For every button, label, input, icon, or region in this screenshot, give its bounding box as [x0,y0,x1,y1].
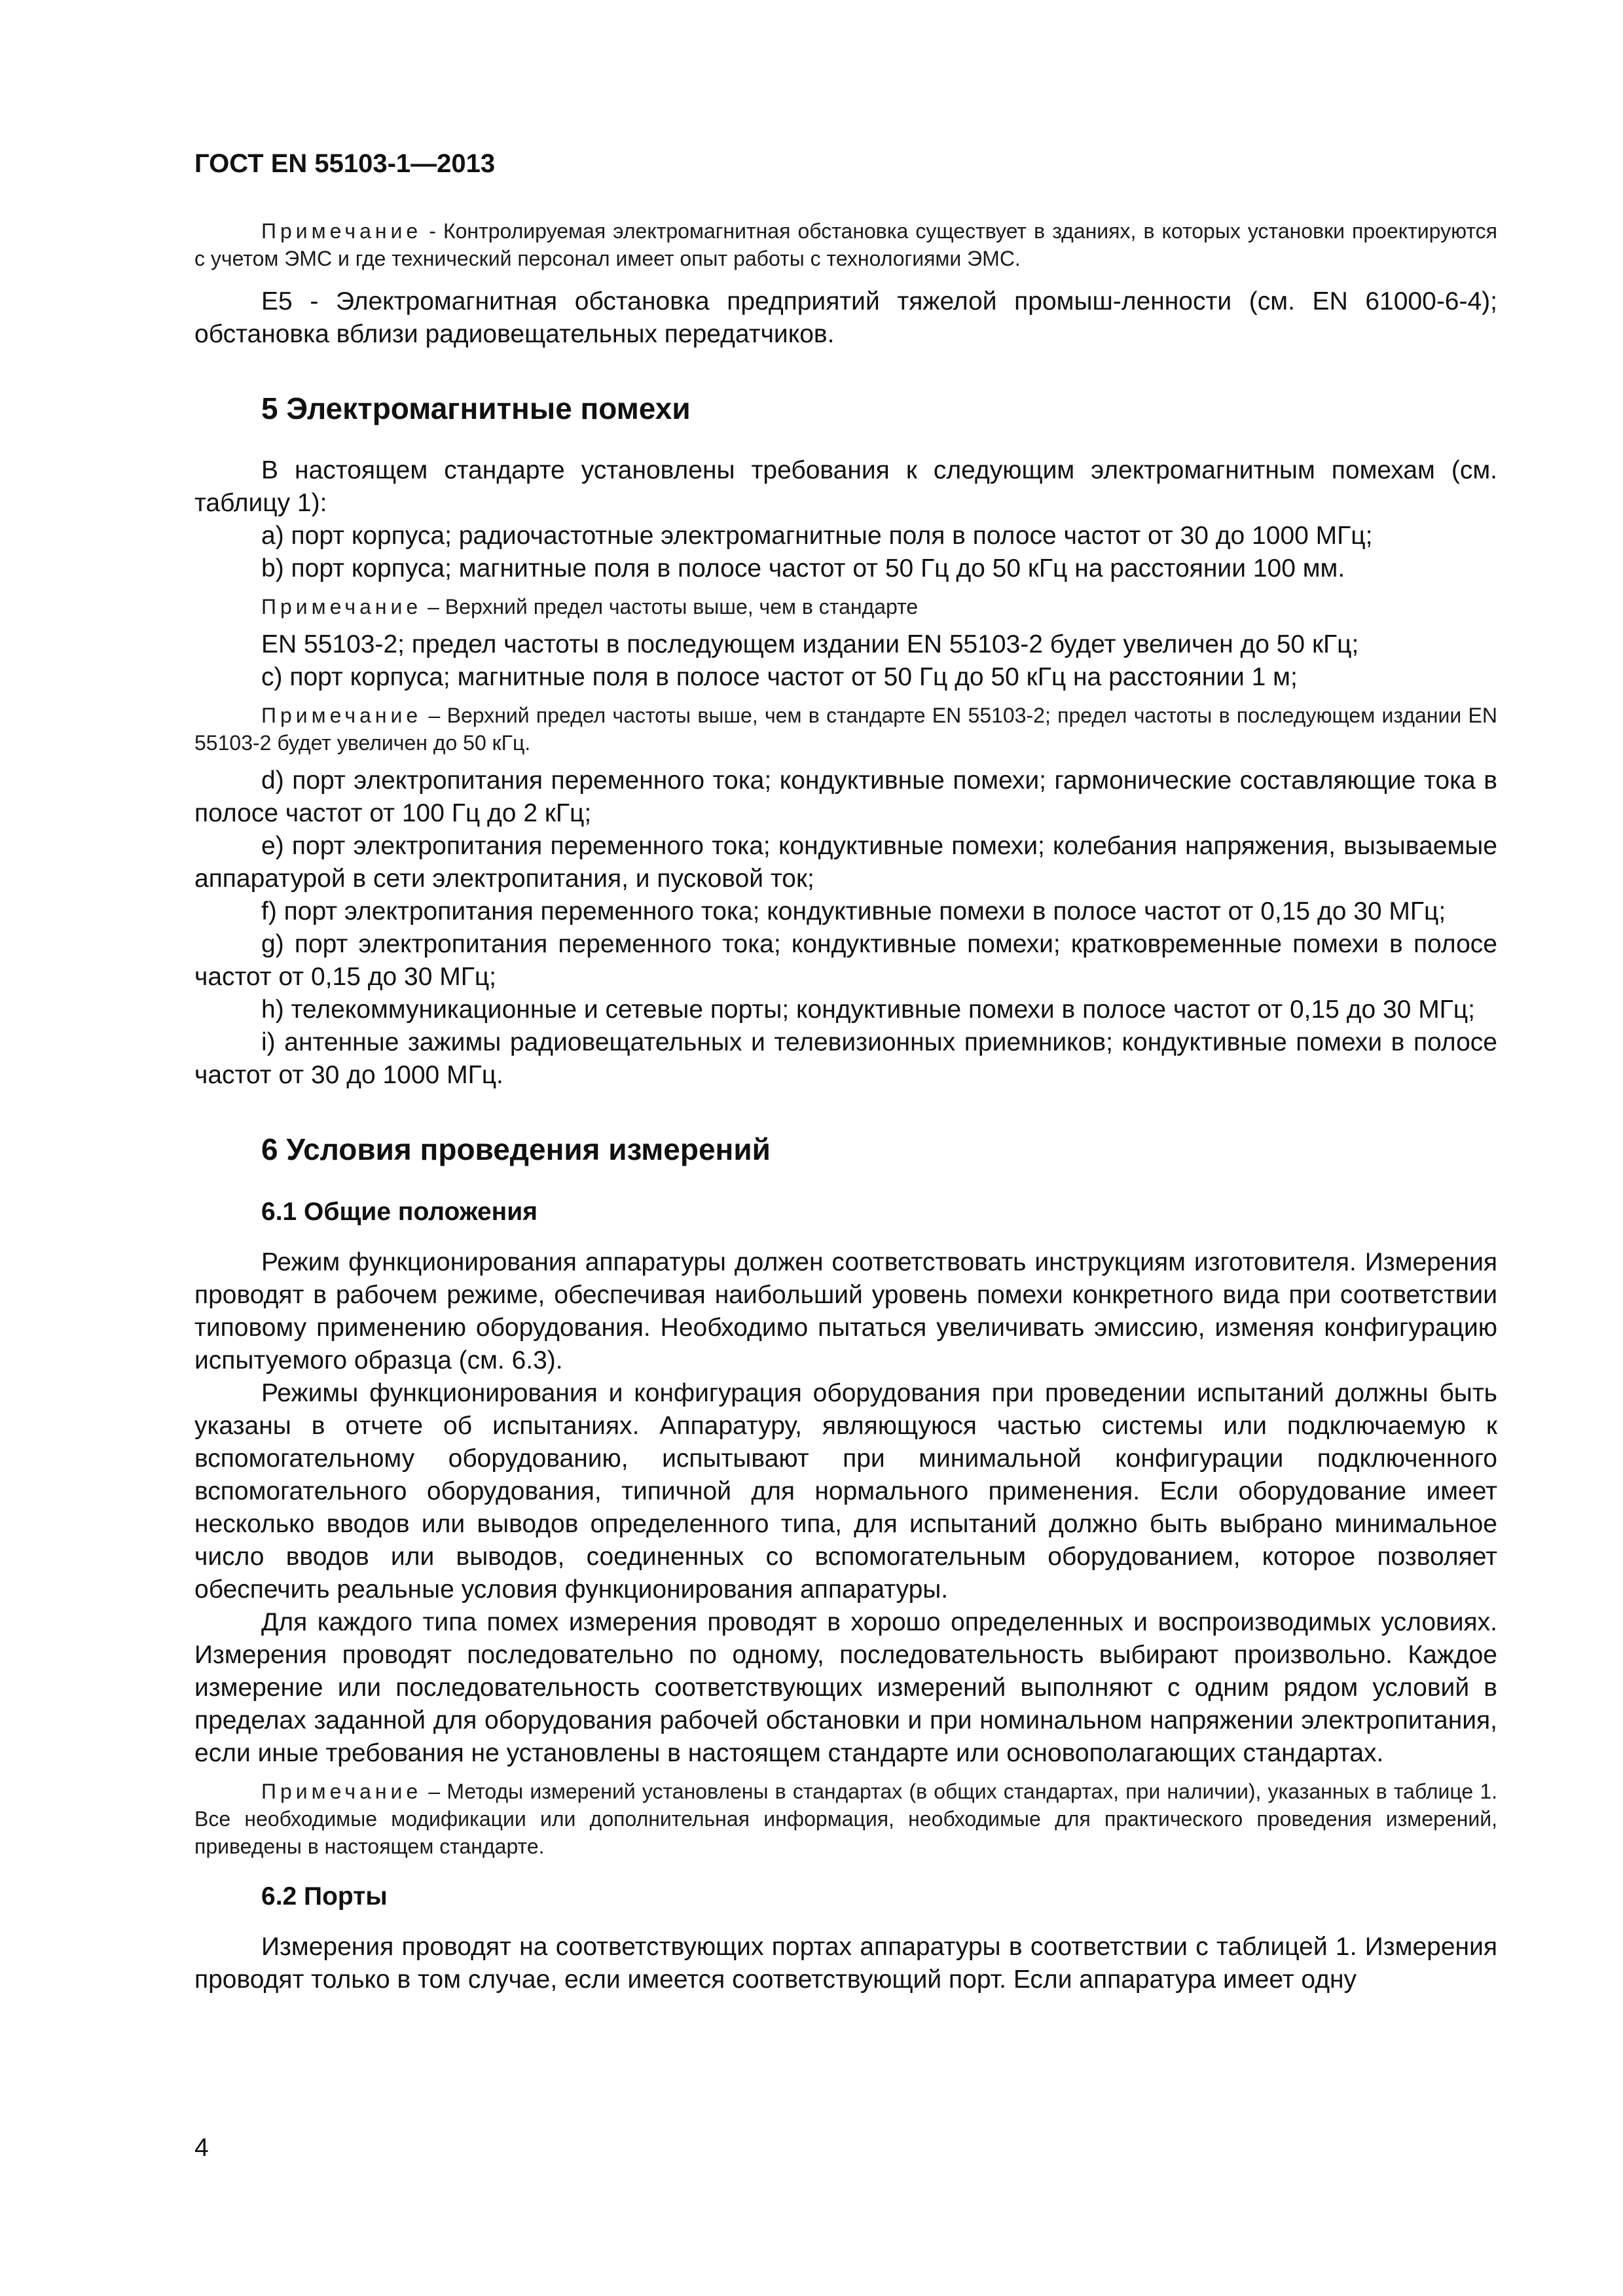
document-header: ГОСТ EN 55103-1—2013 [194,149,496,178]
list-item-d: d) порт электропитания переменного тока; кондуктивные помехи; гармонические составляющие тока в полосе частот от 100 Гц до 2 кГц; [194,766,1497,827]
list-item-i: i) антенные зажимы радиовещательных и телевизионных приемников; кондуктивные помехи в полосе частот от 30 до 1000 МГц. [194,1028,1497,1089]
note-controlled-environment [194,217,1497,272]
section-6-1-paragraph-1: Режим функционирования аппаратуры должен соответствовать инструкциям изготовителя. Измерения проводят в рабочем режиме, обеспечивая наибольший уровень помехи конкретного вида при соответствии типовому применению оборудования. Необходимо пытаться увеличивать эмиссию, изменяя конфигурацию испытуемого образца (см. 6.3). [194,1248,1497,1374]
page-number: 4 [194,2134,209,2162]
note-frequency-limit-2 [194,702,1497,757]
section-6-1-paragraph-3: Для каждого типа помех измерения проводят в хорошо определенных и воспроизводимых условиях. Измерения проводят последовательно по одному, последовательность выбирают произвольно. Каждое измерение или последовательность соответствующих измерений выполняют с одним рядом условий в пределах заданной для оборудования рабочей обстановки и при номинальном напряжении электропитания, если иные требования не установлены в настоящем стандарте или основополагающих стандартах. [194,1608,1497,1767]
note-continuation: EN 55103-2; предел частоты в последующем издании EN 55103-2 будет увеличен до 50 кГц; [261,630,1359,658]
list-item-a: a) порт корпуса; радиочастотные электромагнитные поля в полосе частот от 30 до 1000 МГц; [261,522,1373,550]
page-content [194,145,1497,1996]
note-text: – Верхний предел частоты выше, чем в стандарте EN 55103-2; предел частоты в последующем издании EN 55103-2 будет увеличен до 50 кГц. [194,704,1497,755]
paragraph-e5: Е5 - Электромагнитная обстановка предприятий тяжелой промыш-ленности (см. EN 61000-6-4); обстановка вблизи радиовещательных передатчиков. [194,287,1497,348]
note-label: Примечание [261,704,422,727]
note-measurement-methods [194,1778,1497,1860]
note-frequency-limit-1 [194,593,1497,620]
note-text: – Верхний предел частоты выше, чем в стандарте [422,595,919,619]
note-label: Примечание [261,1780,422,1803]
section-6-1-title: 6.1 Общие положения [261,1198,538,1226]
note-label: Примечание [261,595,422,619]
section-6-2-title: 6.2 Порты [261,1882,388,1910]
note-text: – Методы измерений установлены в стандартах (в общих стандартах, при наличии), указанных в таблице 1. Все необходимые модификации или дополнительная информация, необходимые для практического проведения измерений, приведены в настоящем стандарте. [194,1780,1497,1858]
list-item-b: b) порт корпуса; магнитные поля в полосе частот от 50 Гц до 50 кГц на расстоянии 100 мм. [261,554,1345,583]
section-5-intro: В настоящем стандарте установлены требования к следующим электромагнитным помехам (см. таблицу 1): [194,456,1497,517]
section-6-1-paragraph-2: Режимы функционирования и конфигурация оборудования при проведении испытаний должны быть указаны в отчете об испытаниях. Аппаратуру, являющуюся частью системы или подключаемую к вспомогательному оборудованию, испытывают при минимальной конфигурации подключенного вспомогательного оборудования, типичной для нормального применения. Если оборудование имеет несколько вводов или выводов определенного типа, для испытаний должно быть выбрано минимальное число вводов или выводов, соединенных со вспомогательным оборудованием, которое позволяет обеспечить реальные условия функционирования аппаратуры. [194,1379,1497,1604]
note-text: - Контролируемая электромагнитная обстановка существует в зданиях, в которых установки проектируются с учетом ЭМС и где технический персонал имеет опыт работы с технологиями ЭМС. [194,219,1497,270]
list-item-h: h) телекоммуникационные и сетевые порты; кондуктивные помехи в полосе частот от 0,15 до 30 МГц; [261,996,1475,1024]
list-item-c: c) порт корпуса; магнитные поля в полосе частот от 50 Гц до 50 кГц на расстоянии 1 м; [261,663,1298,691]
section-5-title: 5 Электромагнитные помехи [261,391,691,425]
section-6-title: 6 Условия проведения измерений [261,1132,771,1166]
note-label: Примечание [261,219,422,243]
list-item-f: f) порт электропитания переменного тока; кондуктивные помехи в полосе частот от 0,15 до 30 МГц; [261,897,1446,925]
section-6-2-paragraph-1: Измерения проводят на соответствующих портах аппаратуры в соответствии с таблицей 1. Измерения проводят только в том случае, если имеется соответствующий порт. Если аппаратура имеет одну [194,1933,1497,1994]
list-item-e: e) порт электропитания переменного тока; кондуктивные помехи; колебания напряжения, вызываемые аппаратурой в сети электропитания, и пусковой ток; [194,832,1497,893]
list-item-g: g) порт электропитания переменного тока; кондуктивные помехи; кратковременные помехи в полосе частот от 0,15 до 30 МГц; [194,930,1497,991]
